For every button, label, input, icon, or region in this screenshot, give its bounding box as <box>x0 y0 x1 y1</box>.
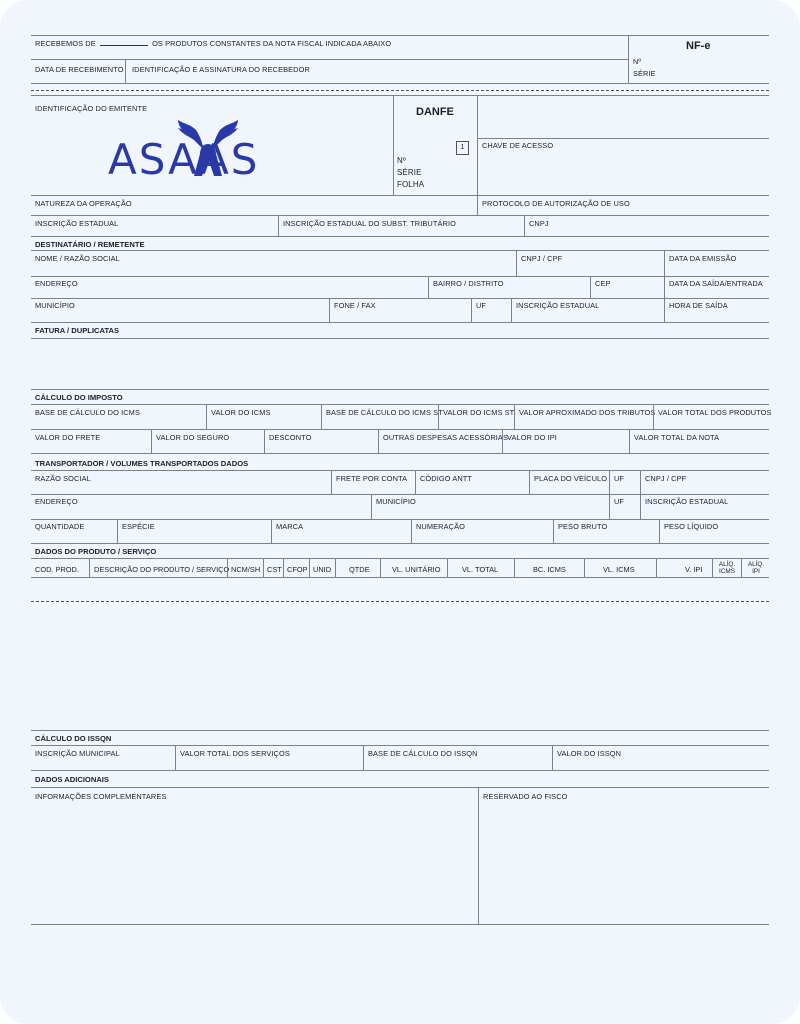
col-unit-value: VL. UNITÁRIO <box>392 565 441 574</box>
recipient-uf-label: UF <box>476 301 487 310</box>
freight-label: VALOR DO FRETE <box>35 433 101 442</box>
col-cst: CST <box>267 565 282 574</box>
aliq-icms-line1: ALÍQ. <box>718 561 736 568</box>
col-aliq-icms <box>714 562 740 575</box>
issue-date-label: DATA DA EMISSÃO <box>669 254 737 263</box>
asaas-logo <box>108 118 308 184</box>
danfe-sheet-label: FOLHA <box>397 180 425 189</box>
insurance-label: VALOR DO SEGURO <box>156 433 230 442</box>
access-key-label: CHAVE DE ACESSO <box>482 141 554 150</box>
numbering-label: NUMERAÇÃO <box>416 522 465 531</box>
receiver-signature-label: IDENTIFICAÇÃO E ASSINATURA DO RECEBEDOR <box>132 65 310 74</box>
products-total-label: VALOR TOTAL DOS PRODUTOS <box>658 408 772 417</box>
exit-time-label: HORA DE SAÍDA <box>669 301 728 310</box>
col-unid: UNID <box>313 565 332 574</box>
received-from-label: RECEBEMOS DE OS PRODUTOS CONSTANTES DA NOTA FISCAL INDICADA ABAIXO <box>35 39 392 48</box>
freight-by-label: FRETE POR CONTA <box>336 474 408 483</box>
danfe-number-label: Nº <box>397 156 406 165</box>
col-cfop: CFOP <box>287 565 308 574</box>
antt-code-label: CÓDIGO ANTT <box>420 474 473 483</box>
carrier-cnpj-label: CNPJ / CPF <box>645 474 687 483</box>
copy-number-box <box>456 141 469 155</box>
products-section-title: DADOS DO PRODUTO / SERVIÇO <box>35 547 157 556</box>
col-aliq-ipi <box>743 562 769 575</box>
exit-date-label: DATA DA SAÍDA/ENTRADA <box>669 279 763 288</box>
cut-line-middle <box>31 601 769 602</box>
recipient-name-label: NOME / RAZÃO SOCIAL <box>35 254 120 263</box>
icms-value-label: VALOR DO ICMS <box>211 408 271 417</box>
icms-st-value-label: VALOR DO ICMS ST <box>443 408 515 417</box>
issqn-value-label: VALOR DO ISSQN <box>557 749 622 758</box>
aliq-ipi-line2: IPI <box>752 567 760 575</box>
issqn-section-title: CÁLCULO DO ISSQN <box>35 734 112 743</box>
copy-number: 1 <box>460 144 465 151</box>
icms-st-base-label: BASE DE CÁLCULO DO ICMS ST <box>326 408 443 417</box>
col-cod-prod: COD. PROD. <box>35 565 79 574</box>
aliq-ipi-line1: ALÍQ. <box>747 561 765 568</box>
col-v-ipi: V. IPI <box>685 565 703 574</box>
col-ncm: NCM/SH <box>231 565 261 574</box>
ipi-value-label: VALOR DO IPI <box>507 433 557 442</box>
recipient-cnpj-label: CNPJ / CPF <box>521 254 563 263</box>
col-bc-icms: BC. ICMS <box>533 565 566 574</box>
cut-line-top <box>31 90 769 91</box>
danfe-label: DANFE <box>416 106 454 118</box>
carrier-name-label: RAZÃO SOCIAL <box>35 474 91 483</box>
vehicle-plate-label: PLACA DO VEÍCULO <box>534 474 608 483</box>
approx-taxes-label: VALOR APROXIMADO DOS TRIBUTOS <box>519 408 656 417</box>
carrier-uf-label: UF <box>614 474 625 483</box>
recipient-city-label: MUNICÍPIO <box>35 301 75 310</box>
authorization-protocol-label: PROTOCOLO DE AUTORIZAÇÃO DE USO <box>482 199 630 208</box>
tax-section-title: CÁLCULO DO IMPOSTO <box>35 393 123 402</box>
invoice-section-title: FATURA / DUPLICATAS <box>35 326 120 335</box>
services-total-label: VALOR TOTAL DOS SERVIÇOS <box>180 749 290 758</box>
transport-section-title: TRANSPORTADOR / VOLUMES TRANSPORTADOS DADOS <box>35 459 249 468</box>
carrier-uf2-label: UF <box>614 497 625 506</box>
recipient-state-reg-label: INSCRIÇÃO ESTADUAL <box>516 301 600 310</box>
additional-section-title: DADOS ADICIONAIS <box>35 775 109 784</box>
species-label: ESPÉCIE <box>122 522 155 531</box>
icms-base-label: BASE DE CÁLCULO DO ICMS <box>35 408 140 417</box>
invoice-total-label: VALOR TOTAL DA NOTA <box>634 433 720 442</box>
col-description: DESCRIÇÃO DO PRODUTO / SERVIÇO <box>94 565 230 574</box>
district-label: BAIRRO / DISTRITO <box>433 279 504 288</box>
col-qtde: QTDE <box>349 565 370 574</box>
receipt-number-label: Nº <box>633 57 642 66</box>
issqn-base-label: BASE DE CÁLCULO DO ISSQN <box>368 749 478 758</box>
reserved-fiscal-label: RESERVADO AO FISCO <box>483 792 568 801</box>
danfe-series-label: SÉRIE <box>397 168 422 177</box>
quantity-label: QUANTIDADE <box>35 522 85 531</box>
complementary-info-label: INFORMAÇÕES COMPLEMENTARES <box>35 792 167 801</box>
receipt-date-label: DATA DE RECEBIMENTO <box>35 65 124 74</box>
carrier-city-label: MUNICÍPIO <box>376 497 416 506</box>
other-expenses-label: OUTRAS DESPESAS ACESSÓRIAS <box>383 433 508 442</box>
col-total-value: VL. TOTAL <box>462 565 499 574</box>
logo-text: ASAAS <box>108 135 260 184</box>
recipient-section-title: DESTINATÁRIO / REMETENTE <box>35 240 145 249</box>
net-weight-label: PESO LÍQUIDO <box>664 522 719 531</box>
carrier-address-label: ENDEREÇO <box>35 497 78 506</box>
discount-label: DESCONTO <box>269 433 312 442</box>
nfe-label: NF-e <box>686 40 711 52</box>
aliq-icms-line2: ICMS <box>719 567 735 575</box>
brand-label: MARCA <box>276 522 304 531</box>
emitter-id-label: IDENTIFICAÇÃO DO EMITENTE <box>35 104 148 113</box>
recipient-address-label: ENDEREÇO <box>35 279 78 288</box>
emitter-state-reg-label: INSCRIÇÃO ESTADUAL <box>35 219 119 228</box>
municipal-reg-label: INSCRIÇÃO MUNICIPAL <box>35 749 120 758</box>
carrier-state-reg-label: INSCRIÇÃO ESTADUAL <box>645 497 729 506</box>
emitter-state-reg-st-label: INSCRIÇÃO ESTADUAL DO SUBST. TRIBUTÁRIO <box>283 219 456 228</box>
operation-nature-label: NATUREZA DA OPERAÇÃO <box>35 199 132 208</box>
gross-weight-label: PESO BRUTO <box>558 522 608 531</box>
zip-label: CEP <box>595 279 611 288</box>
phone-label: FONE / FAX <box>334 301 376 310</box>
emitter-cnpj-label: CNPJ <box>529 219 549 228</box>
col-vl-icms: VL. ICMS <box>603 565 635 574</box>
receipt-series-label: SÉRIE <box>633 69 656 78</box>
